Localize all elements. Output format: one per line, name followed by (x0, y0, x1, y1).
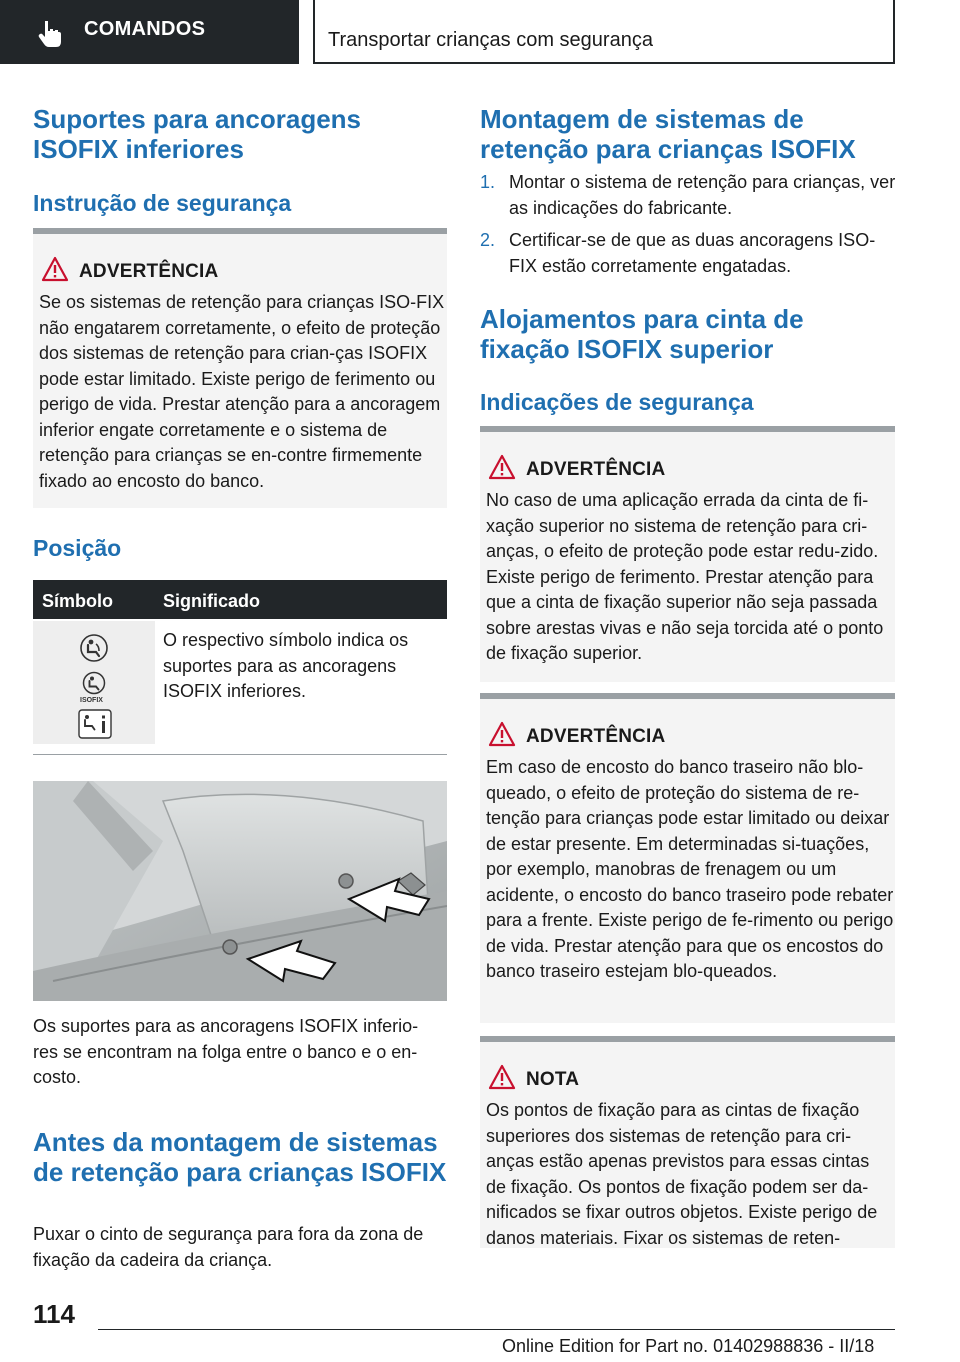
page-number: 114 (33, 1299, 75, 1329)
section-label: COMANDOS (84, 18, 206, 40)
table-header (33, 580, 447, 619)
section-tab (0, 0, 299, 64)
note-triangle-icon (488, 1064, 516, 1090)
edition-text: Online Edition for Part no. 01402988836 - II/18 (502, 1336, 875, 1356)
step-text: Certificar-se de que as duas ancoragens ISO-FIX estão corretamente engatadas. (509, 230, 876, 276)
warning-label: ADVERTÊNCIA (79, 261, 219, 282)
step-text: Montar o sistema de retenção para crianças, ver as indicações do fabricante. (509, 172, 896, 218)
warning-text: Em caso de encosto do banco traseiro não blo-queado, o efeito de proteção do sistema de re-tenção para crianças pode estar limitado ou deixar de estar presente. Em determinadas si-tuações, por exemplo, manobras de frenagem ou um acidente, o encosto do banco traseiro pode rebater para a frente. Existe perigo de fe-rimento ou perigo de vida. Prestar atenção para que os encostos do banco traseiro estejam blo-queados. (486, 757, 894, 981)
before-text: Puxar o cinto de segurança para fora da zona de fixação da cadeira da criança. (33, 1224, 424, 1270)
warning-box (33, 228, 447, 508)
table-header-meaning: Significado (163, 591, 261, 611)
step-number: 1. (480, 172, 496, 192)
warning-triangle-icon (488, 721, 516, 747)
warning-text: No caso de uma aplicação errada da cinta de fi-xação superior no sistema de retenção para cri-anças, o efeito de proteção pode estar redu-zido. Existe perigo de ferimento. Prestar atenção para que a cinta de fixação superior não seja passada sobre arestas vivas e não seja torcida até o ponto de fixação superior. (486, 490, 884, 663)
note-label: NOTA (526, 1069, 580, 1090)
section-heading-top-tether: Alojamentos para cinta de fixação ISOFIX superior (480, 304, 804, 364)
warning-box-top-tether (480, 426, 895, 682)
warning-label: ADVERTÊNCIA (526, 726, 666, 747)
list-item (480, 228, 896, 279)
page-title: Suportes para ancoragens ISOFIX inferiores (33, 104, 361, 164)
warning-label: ADVERTÊNCIA (526, 459, 666, 480)
chapter-title: Transportar crianças com segurança (328, 29, 653, 51)
section-heading-safety: Instrução de segurança (33, 190, 292, 216)
photo-caption: Os suportes para as ancoragens ISOFIX inferio-res se encontram na folga entre o banco e o en-costo. (33, 1016, 419, 1087)
section-heading-before: Antes da montagem de sistemas de retenção para crianças ISOFIX (33, 1127, 447, 1187)
isofix-child-seat-icon (79, 671, 109, 699)
warning-triangle-icon (41, 256, 69, 282)
table-header-symbol: Símbolo (42, 591, 113, 611)
table-cell-meaning: O respectivo símbolo indica os suportes para as ancoragens ISOFIX inferiores. (163, 630, 409, 701)
header-divider-right (893, 0, 895, 64)
mount-steps (480, 170, 896, 286)
section-heading-mount: Montagem de sistemas de retenção para crianças ISOFIX (480, 104, 856, 164)
isofix-icon-label: ISOFIX (80, 697, 103, 704)
step-number: 2. (480, 230, 496, 250)
note-text: Os pontos de fixação para as cintas de fixação superiores dos sistemas de retenção para cri-anças estão apenas previstos para essas cintas de fixação. Os pontos de fixação podem ser da-nificados se fixar outros objetos. Existe perigo de danos materiais. Fixar os sistemas de reten- (486, 1100, 878, 1248)
header-underline (313, 62, 895, 64)
warning-box-backrest (480, 693, 895, 1023)
list-item (480, 170, 896, 221)
header-divider (313, 0, 315, 64)
table-bottom-rule (33, 754, 447, 755)
section-heading-position: Posição (33, 535, 122, 561)
footer-rule (98, 1329, 895, 1330)
section-heading-safety-right: Indicações de segurança (480, 389, 754, 415)
pointing-hand-icon (38, 19, 64, 47)
table-cell-symbols (33, 621, 155, 744)
warning-text: Se os sistemas de retenção para crianças ISO-FIX não engatarem corretamente, o efeito de proteção dos sistemas de retenção para crian-ças ISOFIX pode estar limitado. Existe perigo de ferimento ou perigo de vida. Prestar atenção para a ancoragem inferior engate corretamente e o sistema de retenção para crianças se en-contre firmemente fixado ao encosto do banco. (39, 292, 445, 491)
isofix-anchor-photo (33, 781, 447, 1001)
child-seat-info-icon (78, 709, 112, 739)
child-seat-icon (79, 633, 109, 663)
warning-triangle-icon (488, 454, 516, 480)
note-box (480, 1036, 895, 1248)
